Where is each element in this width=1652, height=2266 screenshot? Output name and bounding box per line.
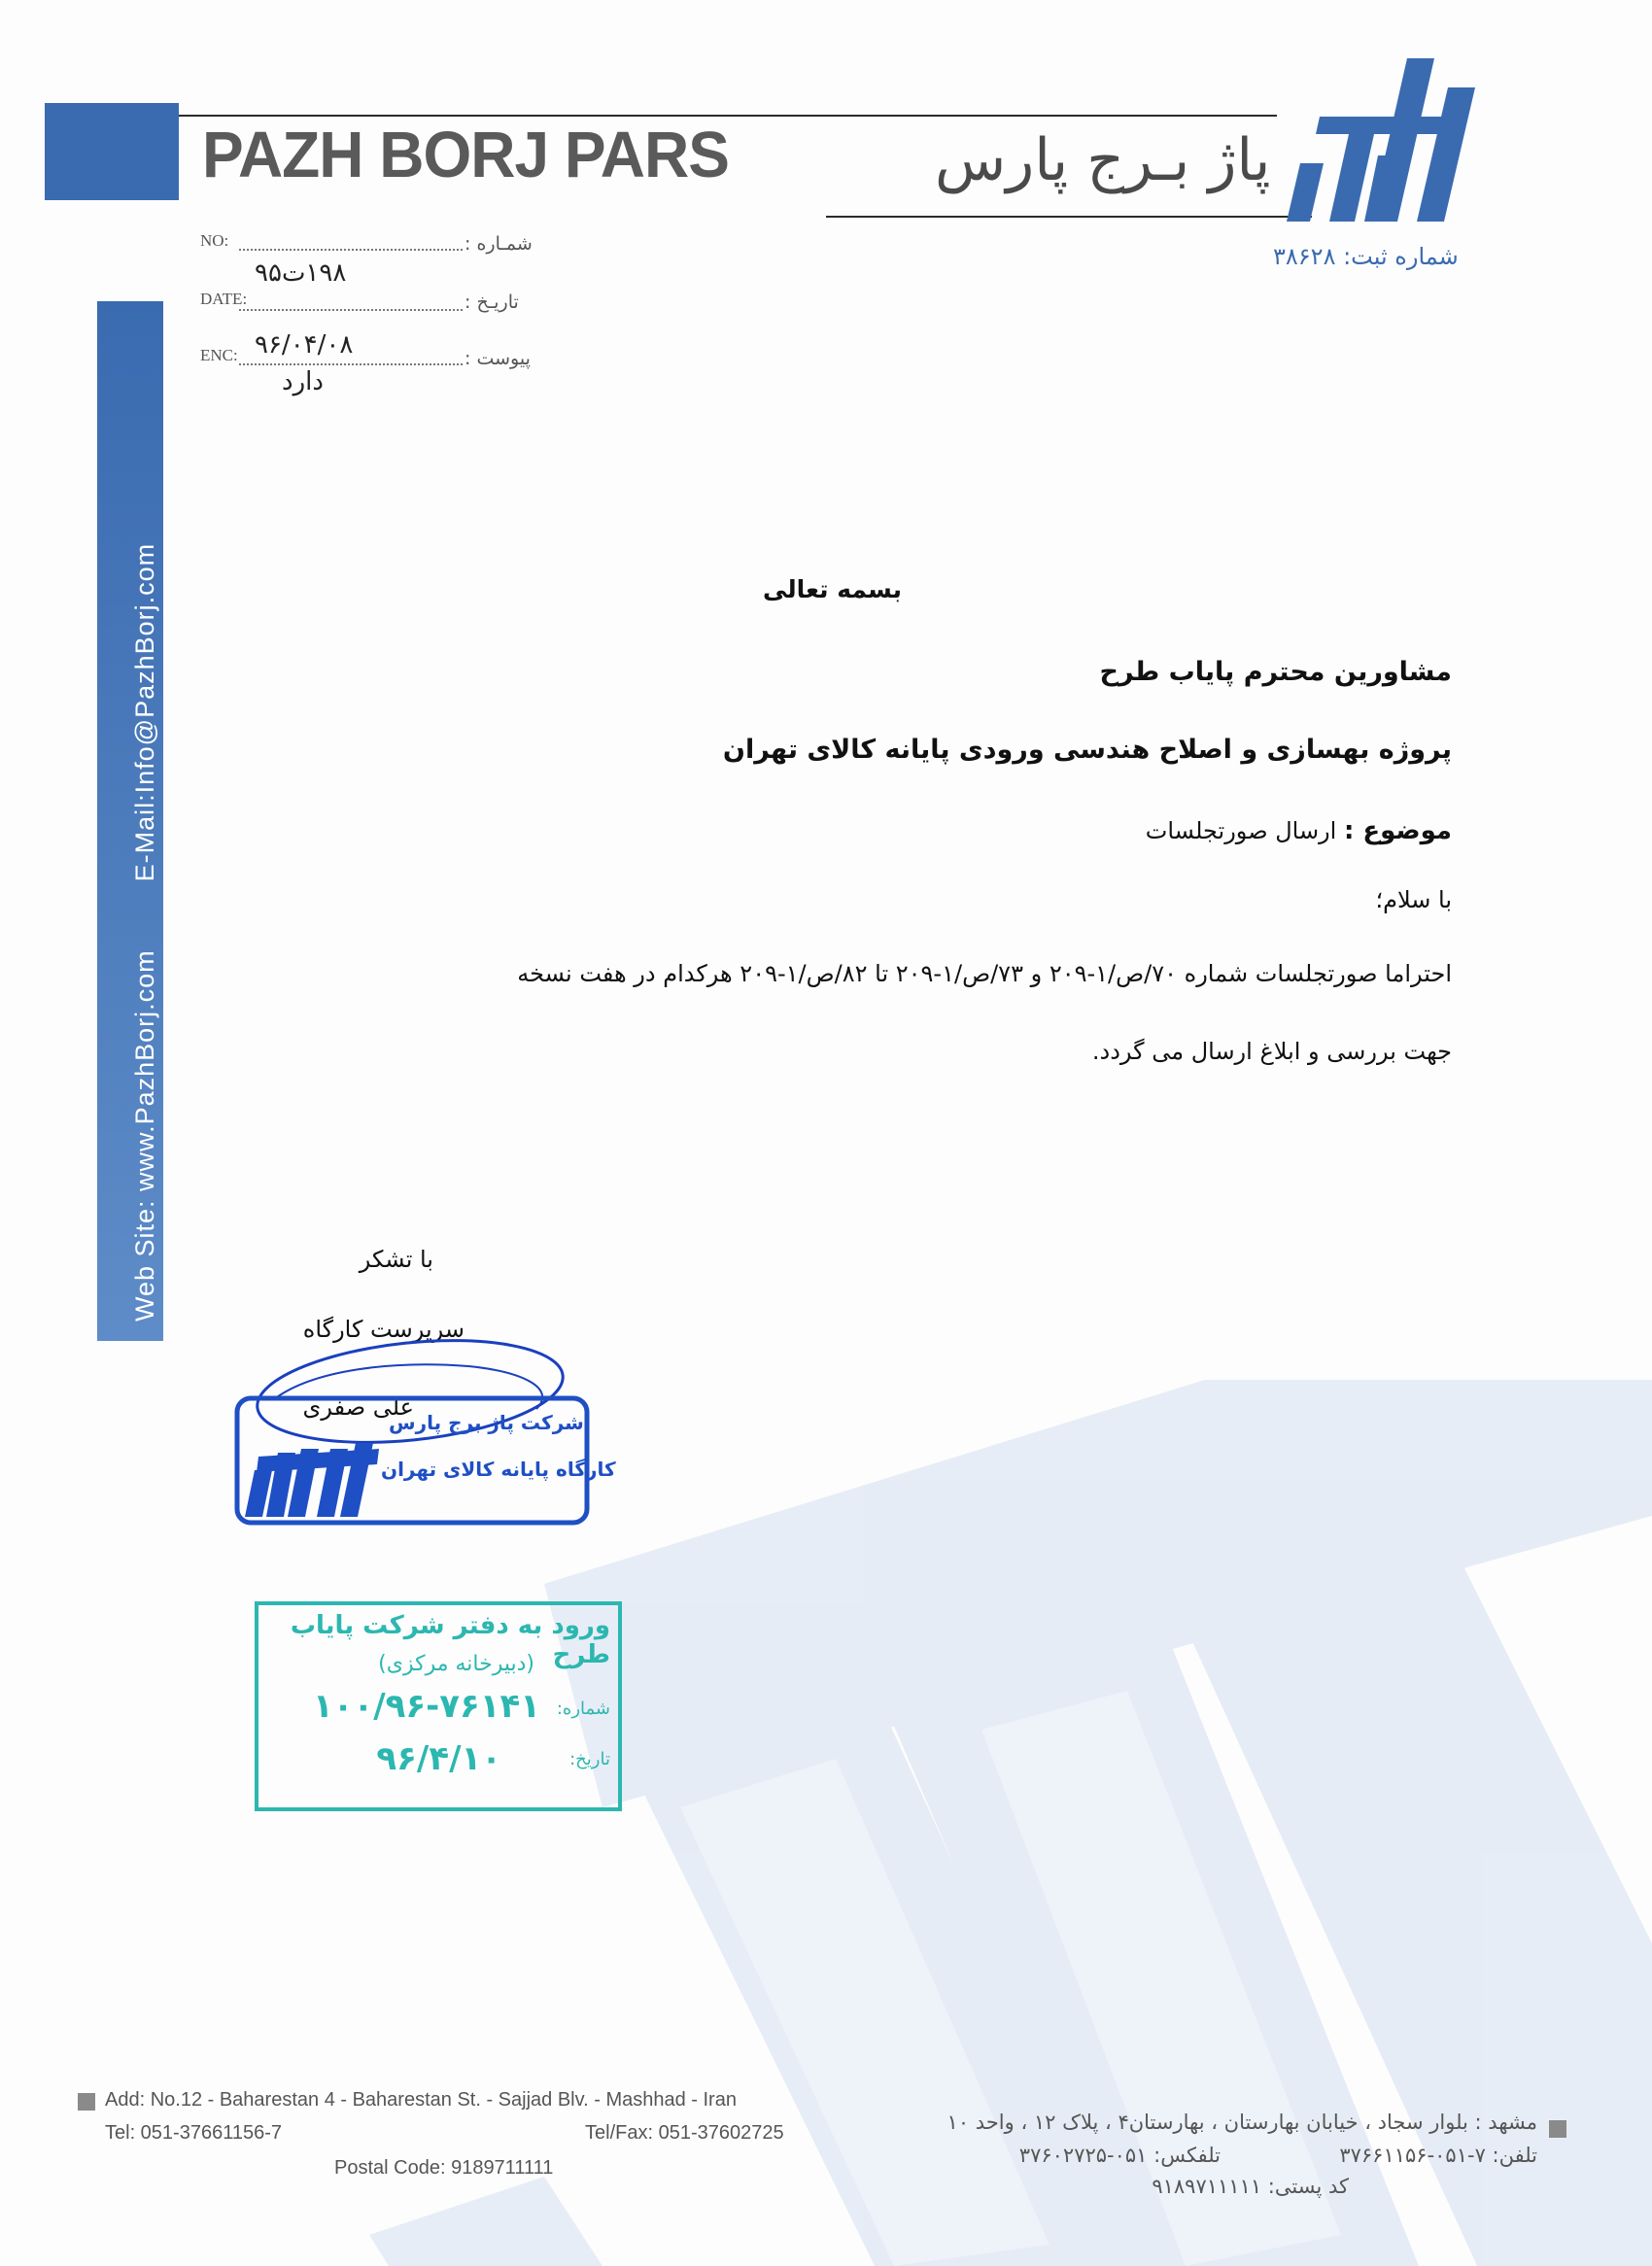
enc-dotted-line (239, 363, 463, 365)
receipt-stamp-title: ورود به دفتر شرکت پایاب طرح (290, 1611, 610, 1669)
subject-label: موضوع : (1343, 816, 1452, 845)
company-name-fa: پاژ بـرج پارس (935, 126, 1271, 194)
receipt-date-label: تاریخ: (569, 1749, 610, 1769)
no-label-en: NO: (200, 231, 229, 250)
date-label-fa: تاریـخ : (465, 292, 519, 313)
enc-label-fa: پیوست : (465, 348, 531, 369)
company-stamp (233, 1356, 593, 1540)
receipt-number-label: شماره: (556, 1699, 610, 1719)
letter-date: ۹۶/۰۴/۰۸ (255, 330, 354, 360)
receipt-number: ۱۰۰/۹۶-۷۶۱۴۱ (312, 1687, 540, 1726)
footer-fax-fa: تلفکس: ۰۵۱-۳۷۶۰۲۷۲۵ (1018, 2144, 1221, 2167)
company-stamp-line1: شرکت پاژ برج پارس (389, 1411, 584, 1434)
enc-label-en: ENC: (200, 346, 238, 364)
company-name-en: PAZH BORJ PARS (202, 118, 729, 191)
subject-line (1146, 816, 1452, 845)
no-label-fa: شمـاره : (465, 233, 533, 255)
invocation: بسمه تعالی (762, 575, 902, 603)
footer-postal-en: Postal Code: 9189711111 (334, 2157, 554, 2179)
registration-number: شماره ثبت: ۳۸۶۲۸ (1273, 243, 1459, 270)
side-banner-text (130, 475, 160, 1322)
header-color-block (45, 103, 179, 200)
body-line-2: جهت بررسی و ابلاغ ارسال می گردد. (1091, 1038, 1452, 1065)
header-rule-lower (826, 216, 1312, 218)
receipt-date: ۹۶/۴/۱۰ (376, 1739, 501, 1778)
footer-tel-en: Tel: 051-37661156-7 (105, 2122, 282, 2144)
footer-bullet-en (78, 2093, 95, 2111)
date-dotted-line (239, 309, 463, 311)
footer-telfax-en: Tel/Fax: 051-37602725 (585, 2122, 784, 2144)
receipt-stamp (255, 1601, 622, 1811)
subject-value: ارسال صورتجلسات (1145, 817, 1337, 844)
no-dotted-line (239, 249, 463, 251)
body-line-1: احتراما صورتجلسات شماره ۷۰/ص/۱-۲۰۹ و ۷۳/ص/۱-۲۰۹ تا ۸۲/ص/۱-۲۰۹ هرکدام در هفت نسخه (517, 960, 1452, 987)
date-label-en: DATE: (200, 290, 248, 308)
greeting: با سلام؛ (1375, 886, 1452, 913)
signer-title: سرپرست کارگاه (302, 1316, 465, 1343)
website-link[interactable]: Web Site: www.PazhBorj.com (130, 949, 159, 1322)
enclosure-value: دارد (282, 367, 324, 396)
receipt-stamp-subtitle: (دبیرخانه مرکزی) (378, 1652, 534, 1676)
footer-bullet-fa (1549, 2120, 1566, 2138)
project-title: پروژه بهسازی و اصلاح هندسی ورودی پایانه کالای تهران (722, 735, 1452, 765)
company-stamp-line2: کارگاه پایانه کالای تهران (381, 1458, 616, 1481)
footer-tel-fa: تلفن: ۷-۰۵۱-۳۷۶۶۱۱۵۶ (1339, 2144, 1537, 2167)
company-logo-icon (1281, 58, 1485, 222)
footer-address-en: Add: No.12 - Baharestan 4 - Baharestan St. - Sajjad Blv. - Mashhad - Iran (105, 2089, 737, 2111)
footer-address-fa: مشهد : بلوار سجاد ، خیابان بهارستان ، بهارستان۴ ، پلاک ۱۲ ، واحد ۱۰ (946, 2111, 1537, 2134)
email-link[interactable]: E-Mail:Info@PazhBorj.com (130, 542, 159, 882)
recipient: مشاورین محترم پایاب طرح (1099, 657, 1452, 687)
signer-name: علی صفری (302, 1393, 414, 1421)
letter-number: ۱۹۸ت۹۵ (255, 258, 347, 288)
footer-postal-fa: کد پستی: ۹۱۸۹۷۱۱۱۱۱ (1152, 2175, 1349, 2198)
closing: با تشکر (359, 1246, 433, 1273)
